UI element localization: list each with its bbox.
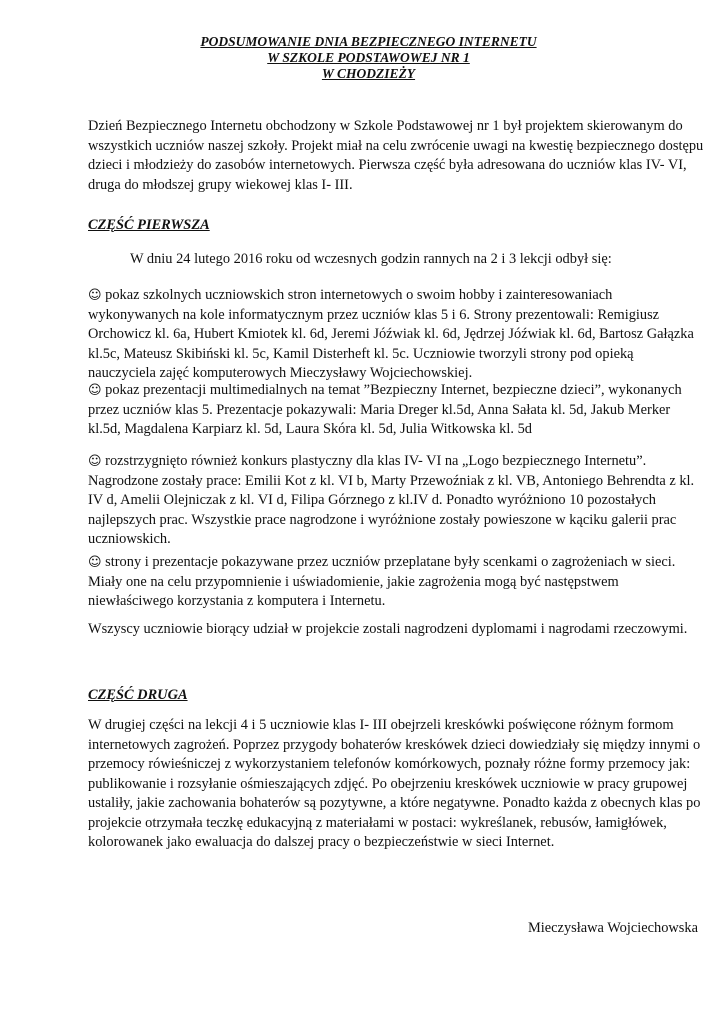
part1-closing: Wszyscy uczniowie biorący udział w projekcie zostali nagrodzeni dyplomami i nagrodami rzeczowymi. xyxy=(88,621,688,637)
title-line-2: W SZKOLE PODSTAWOWEJ NR 1 xyxy=(267,50,470,65)
smiley-icon: ☺ xyxy=(88,383,102,398)
part1-item-text: pokaz prezentacji multimedialnych na temat ”Bezpieczny Internet, bezpieczne dzieci”, wykonanych przez uczniów klas 5. Prezentacje pokazywali: Maria Dreger kl.5d, Anna Sałata kl. 5d, Jakub Merker kl.5d, Magdalena Karpiarz kl. 5d, Laura Skóra kl. 5d, Julia Witkowska kl. 5d xyxy=(88,382,682,437)
document-title xyxy=(0,34,725,82)
signature: Mieczysława Wojciechowska xyxy=(527,920,698,936)
part1-item-3 xyxy=(88,452,704,550)
part1-heading: CZĘŚĆ PIERWSZA xyxy=(88,217,210,233)
part1-item-1 xyxy=(88,286,704,384)
part1-item-text: strony i prezentacje pokazywane przez uczniów przeplatane były scenkami o zagrożeniach w sieci. Miały one na celu przypomnienie i uświadomienie, jakie zagrożenia mogą być następstwem niewłaściwego korzystania z komputera i Internetu. xyxy=(88,554,676,609)
smiley-icon: ☺ xyxy=(88,454,102,469)
smiley-icon: ☺ xyxy=(88,288,102,303)
intro-paragraph: Dzień Bezpiecznego Internetu obchodzony w Szkole Podstawowej nr 1 był projektem skierowanym do wszystkich uczniów naszej szkoły. Projekt miał na celu zwrócenie uwagi na kwestię bezpiecznego dostępu dzieci i młodzieży do zasobów internetowych. Pierwsza część była adresowana do uczniów klas IV- VI, druga do młodszej grupy wiekowej klas I- III. xyxy=(88,118,704,193)
part1-item-4 xyxy=(88,553,704,612)
part1-item-text: rozstrzygnięto również konkurs plastyczny dla klas IV- VI na „Logo bezpiecznego Internetu”. Nagrodzone zostały prace: Emilii Kot z kl. VI b, Marty Przewoźniak z kl. VB, Antoniego Behrendta z kl. IV d, Amelii Olejniczak z kl. VI d, Filipa Górznego z kl.IV d. Ponadto wyróżniono 10 pozostałych najlepszych prac. Wszystkie prace nagrodzone i wyróżnione zostały powieszone w kąciku galerii prac uczniowskich. xyxy=(88,453,695,547)
part1-lead: W dniu 24 lutego 2016 roku od wczesnych godzin rannych na 2 i 3 lekcji odbył się: xyxy=(130,251,612,267)
part2-paragraph: W drugiej części na lekcji 4 i 5 uczniowie klas I- III obejrzeli kreskówki poświęcone różnym formom internetowych zagrożeń. Poprzez przygody bohaterów kreskówek dzieci dowiedziały się między innymi o przemocy rówieśniczej z wykorzystaniem telefonów komórkowych, poznały różne formy przemocy jak: publikowanie i rozsyłanie ośmieszających zdjęć. Po obejrzeniu kreskówek uczniowie w pracy grupowej ustaliły, jakie zachowania bohaterów są pozytywne, a które negatywne. Ponadto każda z obecnych klas po projekcie otrzymała teczkę edukacyjną z materiałami w postaci: wykreślanek, rebusów, łamigłówek, kolorowanek jako ewaluacja do dalszej pracy o bezpieczeństwie w sieci Internet. xyxy=(88,717,701,850)
part1-item-2 xyxy=(88,381,704,440)
part2-heading: CZĘŚĆ DRUGA xyxy=(88,687,188,703)
title-line-3: W CHODZIEŻY xyxy=(321,66,416,81)
part1-item-text: pokaz szkolnych uczniowskich stron internetowych o swoim hobby i zainteresowaniach wykonywanych na kole informatycznym przez uczniów klas 5 i 6. Strony prezentowali: Remigiusz Orchowicz kl. 6a, Hubert Kmiotek kl. 6d, Jeremi Jóźwiak kl. 6d, Jędrzej Jóźwiak kl. 6d, Bartosz Gałązka kl.5c, Mateusz Skibiński kl. 5c, Kamil Disterheft kl. 5c. Uczniowie tworzyli strony pod opieką nauczyciela zajęć komputerowych Mieczysławy Wojciechowskiej. xyxy=(88,287,694,381)
smiley-icon: ☺ xyxy=(88,555,102,570)
title-line-1: PODSUMOWANIE DNIA BEZPIECZNEGO INTERNETU xyxy=(200,34,537,49)
